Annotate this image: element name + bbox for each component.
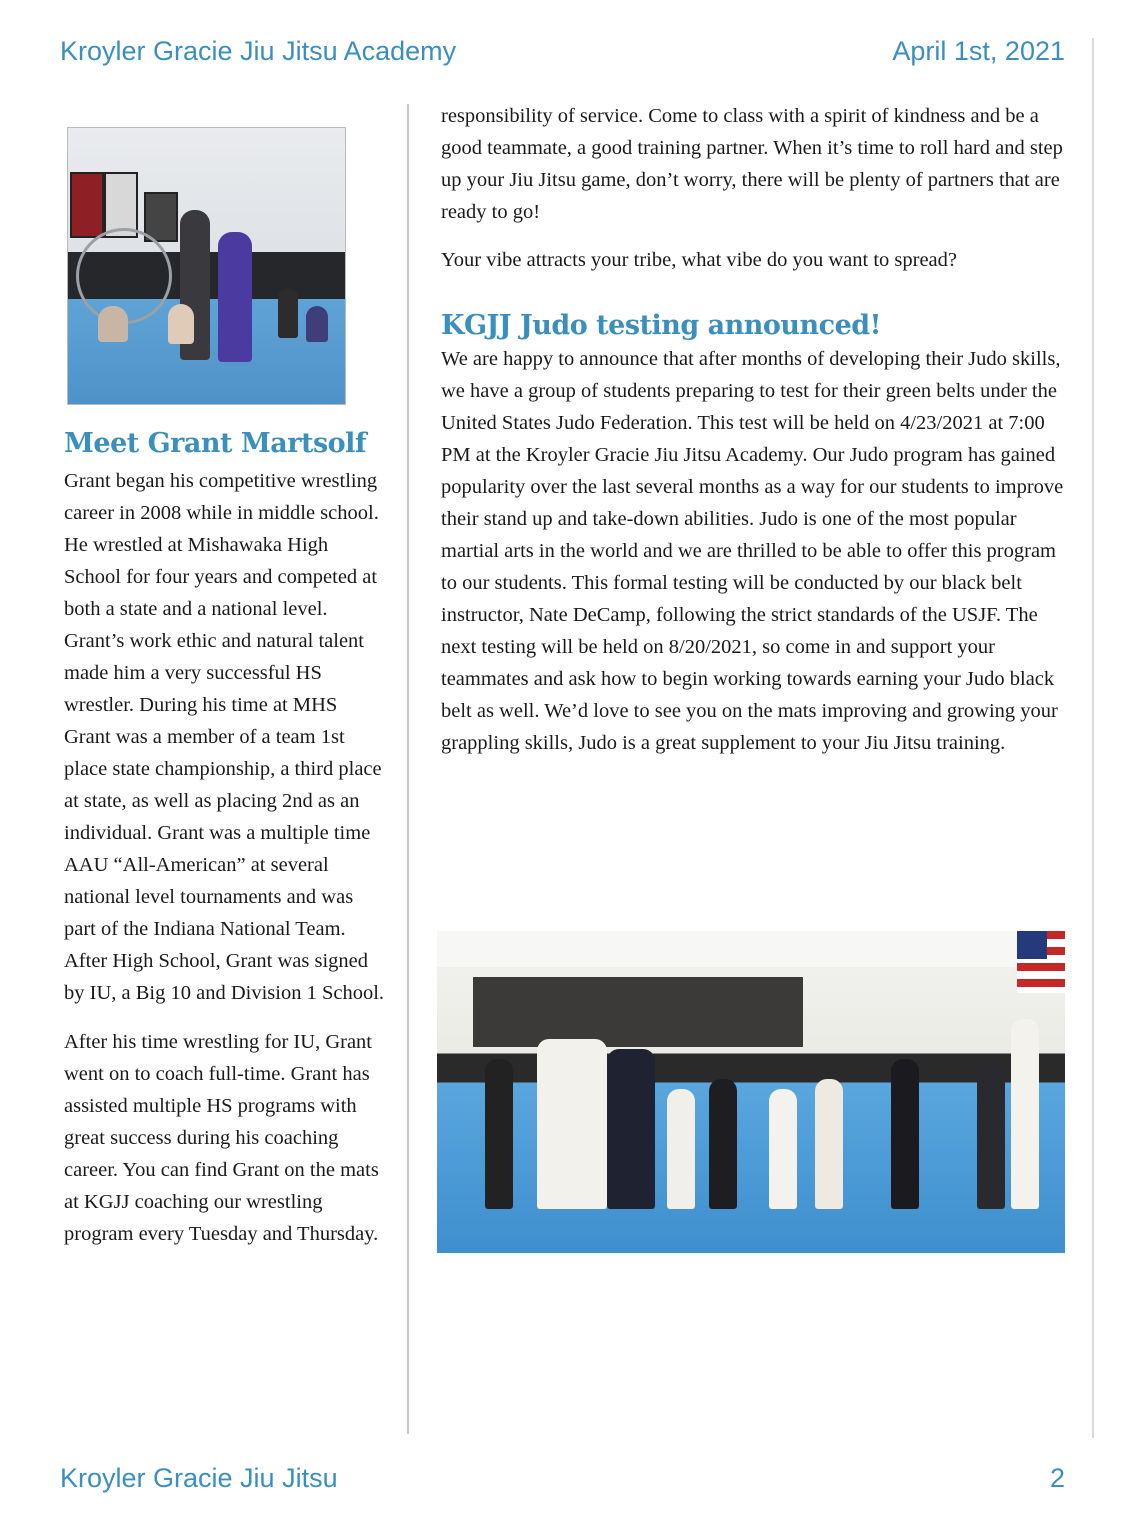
page-edge-rule [1092,38,1094,1438]
ceiling [437,931,1065,967]
student-figure [709,1079,737,1209]
judo-class-photo [437,931,1065,1253]
column-divider [407,104,409,1434]
article-body: We are happy to announce that after months of developing their Judo skills, we have a group of students preparing to test for their green belts under the United States Judo Federation. This test will be held on 4/23/2021 at 7:00 PM at the Kroyler Gracie Jiu Jitsu Academy. Our Judo program has gained popularity over the last several months as a way for our students to improve their stand up and take-down abilities. Judo is one of the most popular martial arts in the world and we are thrilled to be able to offer this program to our students. This formal testing will be conducted by our black belt instructor, Nate DeCamp, following the strict standards of the USJF. The next testing will be held on 8/20/2021, so come in and support your teammates and ask how to begin working towards earning your Judo black belt as well. We’d love to see you on the mats improving and growing your grappling skills, Judo is a great supplement to your Jiu Jitsu training. [441,348,1064,754]
intro-paragraph: Your vibe attracts your tribe, what vibe do you want to spread? [441,249,957,271]
spectator-figure [98,306,128,342]
spectator-figure [306,306,328,342]
student-figure [667,1089,695,1209]
profile-heading: Meet Grant Martsolf [64,428,367,459]
wall-poster [70,172,104,238]
student-figure [769,1089,797,1209]
left-column [64,428,384,1267]
student-figure [891,1059,919,1209]
judoka-figure [607,1049,655,1209]
intro-paragraph: responsibility of service. Come to class with a spirit of kindness and be a good teammate, a good training partner. When it’s time to roll hard and step up your Jiu Jitsu game, don’t worry, there will be plenty of partners that are ready to go! [441,105,1063,223]
wrestler-figure [218,232,252,362]
right-column [441,100,1071,775]
profile-paragraph: After his time wrestling for IU, Grant went on to coach full-time. Grant has assisted multiple HS programs with great success during his coaching career. You can find Grant on the mats at KGJJ coaching our wrestling program every Tuesday and Thursday. [64,1031,379,1245]
profile-paragraph: Grant began his competitive wrestling career in 2008 while in middle school. He wrestled at Mishawaka High School for four years and competed at both a state and a national level. Grant’s work ethic and natural talent made him a very successful HS wrestler. During his time at MHS Grant was a member of a team 1st place state championship, a third place at state, as well as placing 2nd as an individual. Grant was a multiple time AAU “All-American” at several national level tournaments and was part of the Indiana National Team. After High School, Grant was signed by IU, a Big 10 and Division 1 School. [64,470,385,1004]
page-number: 2 [1049,1463,1065,1493]
footer-title: Kroyler Gracie Jiu Jitsu [60,1463,338,1493]
spectator-figure [168,304,194,344]
student-figure [815,1079,843,1209]
wrestling-practice-photo [67,127,346,405]
article-heading: KGJJ Judo testing announced! [441,310,882,341]
newsletter-date: April 1st, 2021 [892,36,1065,66]
judoka-figure [537,1039,607,1209]
spectator-figure [278,288,298,338]
american-flag [1017,931,1065,993]
newsletter-title: Kroyler Gracie Jiu Jitsu Academy [60,36,457,66]
student-figure [485,1059,513,1209]
student-figure [977,1059,1005,1209]
student-figure [1011,1019,1039,1209]
window-wall [473,977,803,1047]
